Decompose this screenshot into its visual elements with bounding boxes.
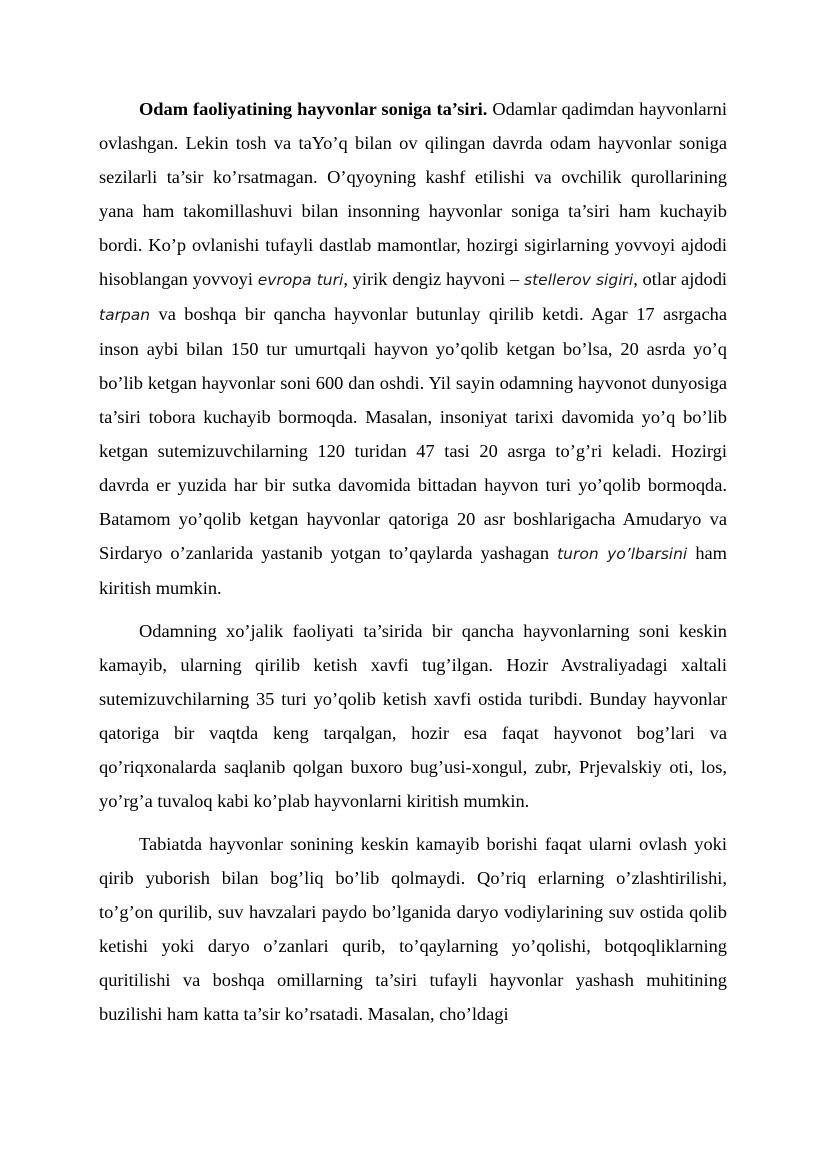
- term-evropa-turi: evropa turi: [257, 271, 344, 289]
- term-stellerov-sigiri: stellerov sigiri: [524, 271, 634, 289]
- paragraph-1-text-b: , yirik dengiz hayvoni –: [343, 269, 524, 289]
- section-heading: Odam faoliyatining hayvonlar soniga ta’siri.: [139, 99, 488, 119]
- paragraph-1: [99, 92, 727, 605]
- paragraph-1-text-d: va boshqa bir qancha hayvonlar butunlay qirilib ketdi. Agar 17 asrgacha inson aybi bilan 150 tur umurtqali hayvon yo’qolib ketgan bo’lsa, 20 asrda yo’q bo’lib ketgan hayvonlar soni 600 dan oshdi. Yil sayin odamning hayvonot dunyosiga ta’siri tobora kuchayib bormoqda. Masalan, insoniyat tarixi davomida yo’q bo’lib ketgan sutemizuvchilarning 120 turidan 47 tasi 20 asrga to’g’ri keladi. Hozirgi davrda er yuzida har bir sutka davomida bittadan hayvon turi yo’qolib bormoqda. Batamom yo’qolib ketgan hayvonlar qatoriga 20 asr boshlarigacha Amudaryo va Sirdaryo o’zanlarida yastanib yotgan to’qaylarda yashagan: [99, 304, 727, 563]
- term-tarpan: tarpan: [99, 306, 151, 324]
- paragraph-1-text-c: , otlar ajdodi: [633, 269, 728, 289]
- paragraph-2: Odamning xo’jalik faoliyati ta’sirida bir qancha hayvonlarning soni keskin kamayib, ularning qirilib ketish xavfi tug’ilgan. Hozir Avstraliyadagi xaltali sutemizuvchilarning 35 turi yo’qolib ketish xavfi ostida turibdi. Bunday hayvonlar qatoriga bir vaqtda keng tarqalgan, hozir esa faqat hayvonot bog’lari va qo’riqxonalarda saqlanib qolgan buxoro bug’usi-xongul, zubr, Prjevalskiy oti, los, yo’rg’a tuvaloq kabi ko’plab hayvonlarni kiritish mumkin.: [99, 621, 727, 811]
- paragraph-1-text-a: Odamlar qadimdan hayvonlarni ovlashgan. Lekin tosh va taYo’q bilan ov qilingan davrda odam hayvonlar soniga sezilarli ta’sir ko’rsatmagan. O’qyoyning kashf etilishi va ovchilik qurollarining yana ham takomillashuvi bilan insonning hayvonlar soniga ta’siri ham kuchayib bordi. Ko’p ovlanishi tufayli dastlab mamontlar, hozirgi sigirlarning yovvoyi ajdodi hisoblangan yovvoyi: [99, 99, 727, 289]
- term-turon-yolbarsi: turon yo’lbarsini: [557, 545, 688, 563]
- document-page: [99, 92, 727, 1040]
- paragraph-3: Tabiatda hayvonlar sonining keskin kamayib borishi faqat ularni ovlash yoki qirib yuborish bilan bog’liq bo’lib qolmaydi. Qo’riq erlarning o’zlashtirilishi, to’g’on qurilib, suv havzalari paydo bo’lganida daryo vodiylarining suv ostida qolib ketishi yoki daryo o’zanlari qurib, to’qaylarning yo’qolishi, botqoqliklarning quritilishi va boshqa omillarning ta’siri tufayli hayvonlar yashash muhitining buzilishi ham katta ta’sir ko’rsatadi. Masalan, cho’ldagi: [99, 834, 727, 1024]
- paragraph-1-text-e: ham kiritish mumkin.: [99, 543, 727, 598]
